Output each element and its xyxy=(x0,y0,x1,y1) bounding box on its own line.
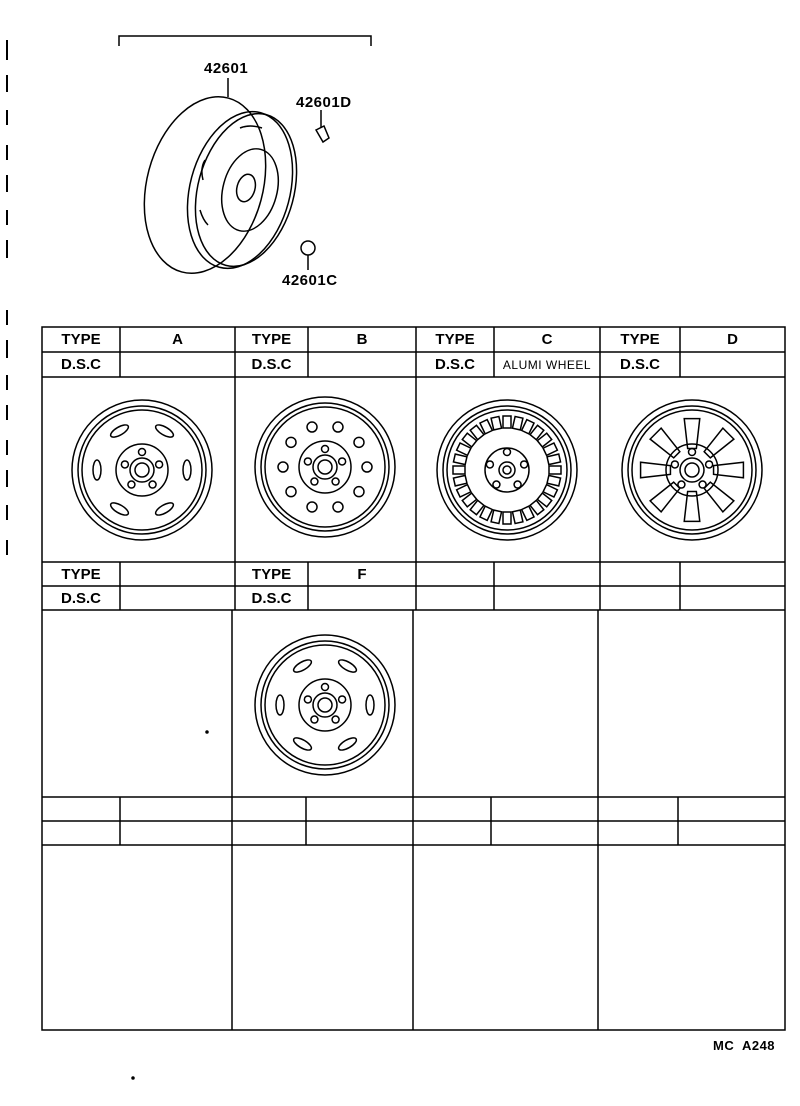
callout-42601d: 42601D xyxy=(296,94,352,111)
assembly-bracket xyxy=(119,36,371,46)
type-label-b: TYPE xyxy=(251,331,292,348)
callout-42601: 42601 xyxy=(204,60,249,77)
dsc-label-f: D.S.C xyxy=(251,589,292,607)
type-value-d: D xyxy=(727,331,738,348)
type-label-e: TYPE xyxy=(61,565,101,583)
dsc-label-b: D.S.C xyxy=(251,356,292,373)
dsc-label-d: D.S.C xyxy=(619,356,660,373)
wheel-type-f xyxy=(255,635,395,775)
dsc-label-c: D.S.C xyxy=(434,356,475,373)
dsc-label-a: D.S.C xyxy=(60,356,101,373)
wheel-type-b xyxy=(255,397,395,537)
wheel-type-d xyxy=(622,400,762,540)
dsc-label-e: D.S.C xyxy=(60,589,101,607)
wheel-type-c xyxy=(437,400,577,540)
type-label-c: TYPE xyxy=(435,331,475,348)
type-label-d: TYPE xyxy=(620,331,660,348)
type-label-f: TYPE xyxy=(251,565,292,583)
dsc-value-c: ALUMI WHEEL xyxy=(502,357,592,372)
type-value-c: C xyxy=(541,331,553,348)
wheel-type-a xyxy=(72,400,212,540)
type-table-grid xyxy=(42,327,785,1030)
diagram-code: MC A248 xyxy=(713,1038,776,1053)
type-value-a: A xyxy=(172,331,183,348)
callout-42601c: 42601C xyxy=(282,272,338,289)
type-value-b: B xyxy=(356,331,368,348)
type-label-a: TYPE xyxy=(61,331,101,348)
type-value-f: F xyxy=(357,565,367,583)
